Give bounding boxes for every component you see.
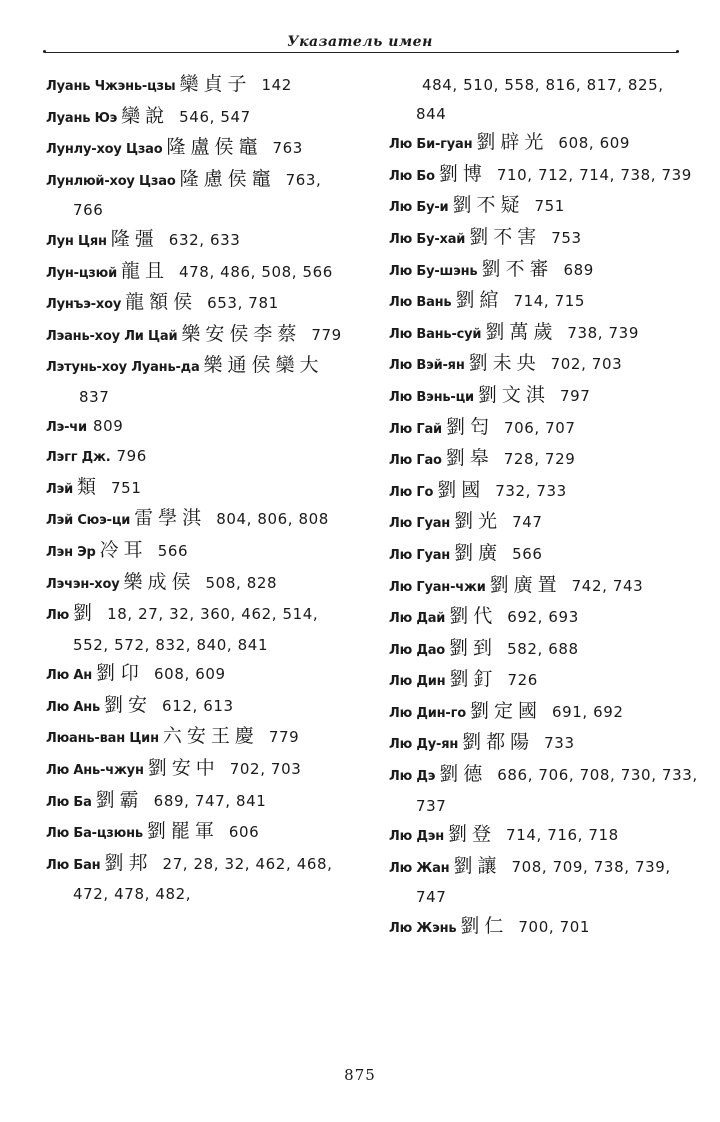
- entry-name: Лю Дай: [389, 611, 446, 627]
- entry-name: Лю Гуан: [389, 547, 451, 563]
- entry-pages: 632, 633: [168, 230, 241, 249]
- entry-pages: 796: [116, 447, 147, 466]
- entry-pages: 726: [507, 671, 538, 690]
- entry-name: Лэй: [46, 481, 74, 497]
- entry-name: Лю Бу-шэнь: [389, 263, 478, 279]
- entry-characters: 劉: [73, 602, 98, 625]
- index-entry: [389, 476, 699, 508]
- index-entry: [389, 318, 699, 350]
- index-entry: [46, 70, 356, 102]
- entry-characters: 劉邦: [104, 851, 153, 874]
- entry-characters: 隆慮侯竈: [179, 167, 276, 190]
- entry-characters: 欒說: [121, 104, 170, 127]
- page-number: 875: [344, 1066, 376, 1084]
- index-entry: [46, 536, 356, 568]
- index-entry: [389, 760, 699, 820]
- entry-name: Лэтунь-хоу Луань-да: [46, 360, 200, 376]
- entry-pages: 700, 701: [518, 918, 591, 937]
- entry-name: Лю Дэн: [389, 829, 445, 845]
- entry-characters: 樂通侯欒大: [203, 354, 324, 377]
- entry-characters: 劉登: [448, 823, 497, 846]
- index-entry: [389, 634, 699, 666]
- index-entry: [46, 599, 356, 659]
- entry-pages: 686, 706, 708, 730, 733, 737: [416, 766, 698, 815]
- index-entry: [389, 507, 699, 539]
- entry-name: Лю Дэ: [389, 769, 436, 785]
- entry-pages: 763: [272, 139, 303, 158]
- entry-name: Лэань-хоу Ли Цай: [46, 328, 178, 344]
- index-column-left: [46, 70, 356, 909]
- entry-pages: 733: [544, 734, 575, 753]
- entry-pages: 702, 703: [229, 760, 302, 779]
- entry-pages: 606: [228, 823, 260, 842]
- entry-pages: 714, 716, 718: [506, 826, 619, 845]
- entry-characters: 劉讓: [453, 854, 502, 877]
- entry-pages: 608, 609: [558, 134, 631, 153]
- index-entry: [389, 223, 699, 255]
- entry-name: Лю Вань-суй: [389, 326, 482, 342]
- entry-characters: 劉德: [439, 763, 488, 786]
- entry-characters: 劉不害: [469, 225, 542, 248]
- entry-pages: 689, 747, 841: [153, 791, 267, 810]
- entry-characters: 劉光: [454, 510, 503, 533]
- entry-characters: 欒貞子: [179, 73, 252, 95]
- entry-characters: 樂成侯: [123, 570, 196, 593]
- entry-pages: 27, 28, 32, 462, 468, 472, 478, 482,: [73, 854, 333, 904]
- entry-characters: 劉卬: [96, 662, 145, 685]
- entry-name: Лю Бо: [389, 168, 435, 184]
- entry-name: Лэгг Дж.: [46, 450, 111, 466]
- entry-pages: 728, 729: [503, 450, 576, 469]
- entry-characters: 劉霸: [95, 788, 144, 811]
- entry-characters: 劉博: [438, 162, 487, 185]
- entry-pages: 546, 547: [179, 107, 251, 126]
- entry-pages: 837: [79, 387, 110, 406]
- entry-pages: 478, 486, 508, 566: [179, 262, 333, 281]
- index-entry: [46, 320, 356, 352]
- index-entry: [389, 381, 699, 413]
- index-entry: [389, 728, 699, 760]
- index-entry: [46, 257, 356, 289]
- entry-pages: 706, 707: [503, 418, 576, 437]
- entry-name: Лунлюй-хоу Цзао: [46, 173, 176, 189]
- index-entry: [389, 697, 699, 729]
- entry-pages: 692, 693: [507, 608, 579, 627]
- entry-characters: 劉廣置: [489, 573, 562, 596]
- index-entry: [46, 817, 356, 849]
- entry-name: Лю Бу-и: [389, 200, 449, 216]
- entry-name: Лю Би-гуан: [389, 137, 473, 153]
- index-entry: [389, 852, 699, 912]
- entry-characters: 劉綰: [455, 289, 504, 312]
- entry-pages: 797: [559, 386, 591, 405]
- index-entry: [46, 504, 356, 536]
- index-entry: [46, 412, 356, 443]
- index-entry: [389, 128, 699, 160]
- entry-pages: 732, 733: [495, 481, 567, 500]
- entry-characters: 類: [77, 475, 102, 498]
- index-entry: [389, 539, 699, 571]
- entry-pages: 751: [534, 197, 565, 216]
- entry-name: Лю Вань: [389, 295, 452, 311]
- entry-characters: 劉定國: [469, 699, 542, 722]
- entry-pages: 763, 766: [73, 170, 322, 220]
- entry-name: Лю Дин: [389, 674, 446, 690]
- index-column-right: [389, 71, 699, 944]
- entry-pages: 742, 743: [571, 576, 644, 595]
- entry-characters: 龍額侯: [125, 291, 198, 314]
- entry-characters: 劉廣: [454, 541, 503, 564]
- index-entry: [389, 71, 699, 128]
- entry-pages: 566: [157, 541, 189, 560]
- entry-name: Лэн Эр: [46, 544, 96, 560]
- entry-characters: 劉安中: [147, 757, 220, 780]
- entry-characters: 劉到: [449, 636, 498, 659]
- entry-pages: 689: [563, 260, 594, 279]
- entry-name: Лэ-чи: [46, 419, 87, 435]
- index-entry: [389, 160, 699, 192]
- entry-pages: 751: [111, 478, 142, 497]
- entry-name: Лю Го: [389, 484, 434, 500]
- entry-pages: 612, 613: [162, 696, 234, 715]
- index-entry: [389, 602, 699, 634]
- entry-pages: 582, 688: [507, 639, 579, 658]
- entry-pages: 653, 781: [207, 294, 279, 313]
- index-entry: [46, 225, 356, 257]
- entry-characters: 劉未央: [468, 352, 541, 375]
- entry-name: Лю Дин-го: [389, 705, 466, 721]
- entry-pages: 809: [92, 416, 124, 435]
- entry-characters: 劉代: [449, 605, 498, 628]
- entry-name: Лю Вэнь-ци: [389, 389, 474, 405]
- index-entry: [46, 133, 356, 165]
- index-entry: [46, 165, 356, 225]
- entry-name: Лун Цян: [46, 233, 107, 249]
- entry-name: Лю Гао: [389, 453, 442, 469]
- entry-characters: 六安王慶: [162, 725, 259, 748]
- entry-name: Лю Ду-ян: [389, 737, 459, 753]
- entry-characters: 隆彊: [110, 227, 159, 250]
- entry-name: Лю Ба-цзюнь: [46, 826, 143, 842]
- entry-name: Люань-ван Цин: [46, 731, 159, 747]
- entry-pages: 779: [311, 325, 342, 344]
- entry-name: Лю Вэй-ян: [389, 358, 465, 374]
- entry-name: Лю Ан: [46, 668, 93, 684]
- entry-name: Лю Бан: [46, 857, 101, 873]
- index-entry: [46, 659, 356, 691]
- index-entry: [389, 255, 699, 287]
- entry-characters: 劉萬歲: [485, 320, 558, 343]
- entry-pages: 691, 692: [551, 702, 624, 721]
- entry-characters: 樂安侯李蔡: [181, 322, 302, 345]
- index-entry: [46, 288, 356, 320]
- index-entry: [46, 754, 356, 786]
- index-entry: [389, 665, 699, 697]
- entry-name: Лю Жан: [389, 860, 450, 876]
- entry-name: Лю Жэнь: [389, 921, 457, 937]
- entry-name: Лю Ань: [46, 699, 101, 715]
- entry-name: Лун-цзюй: [46, 265, 117, 281]
- entry-pages: 608, 609: [154, 665, 226, 684]
- entry-characters: 劉罷軍: [146, 820, 219, 843]
- entry-characters: 劉辟光: [476, 131, 549, 154]
- entry-characters: 劉都陽: [462, 731, 535, 754]
- entry-name: Лю Дао: [389, 642, 446, 658]
- running-head: Указатель имен: [287, 34, 433, 50]
- entry-pages: 508, 828: [205, 573, 278, 592]
- index-entry: [389, 286, 699, 318]
- entry-pages: 142: [261, 76, 292, 94]
- index-entry: [389, 349, 699, 381]
- entry-name: Лю Бу-хай: [389, 231, 466, 247]
- entry-pages: 708, 709, 738, 739, 747: [416, 857, 671, 907]
- entry-pages: 18, 27, 32, 360, 462, 514, 552, 572, 832, 840, 841: [73, 605, 319, 654]
- index-entry: [389, 571, 699, 603]
- entry-name: Лэй Сюэ-ци: [46, 513, 131, 529]
- entry-pages: 779: [268, 728, 300, 747]
- entry-characters: 雷學淇: [134, 507, 207, 530]
- entry-name: Лю Ба: [46, 794, 92, 810]
- entry-pages: 753: [551, 228, 582, 247]
- entry-characters: 劉匄: [445, 415, 494, 438]
- index-entry: [46, 849, 356, 909]
- index-entry: [46, 691, 356, 723]
- index-entry: [389, 444, 699, 476]
- entry-pages: 484, 510, 558, 816, 817, 825, 844: [416, 76, 664, 123]
- index-entry: [46, 786, 356, 818]
- entry-name: Лэчэн-хоу: [46, 576, 120, 592]
- index-entry: [46, 102, 356, 134]
- index-entry: [46, 351, 356, 411]
- index-entry: [389, 191, 699, 223]
- entry-characters: 劉皋: [445, 447, 494, 470]
- entry-characters: 劉不審: [481, 257, 554, 280]
- index-entry: [46, 473, 356, 505]
- entry-name: Лю Гай: [389, 421, 442, 437]
- entry-characters: 龍且: [121, 259, 170, 282]
- entry-name: Лю Ань-чжун: [46, 763, 144, 779]
- entry-characters: 劉文淇: [477, 383, 550, 406]
- index-entry: [46, 722, 356, 754]
- entry-characters: 劉不疑: [452, 194, 525, 217]
- entry-pages: 710, 712, 714, 738, 739: [496, 165, 692, 184]
- entry-characters: 劉釘: [449, 668, 498, 691]
- index-entry: [46, 442, 356, 473]
- index-entry: [46, 568, 356, 600]
- entry-name: Лю Гуан: [389, 516, 451, 532]
- entry-pages: 747: [512, 513, 543, 532]
- entry-name: Лунлу-хоу Цзао: [46, 142, 163, 158]
- entry-characters: 劉國: [437, 478, 486, 501]
- entry-characters: 冷耳: [99, 538, 148, 561]
- entry-pages: 714, 715: [513, 292, 586, 311]
- entry-name: Лю Гуан-чжи: [389, 579, 486, 595]
- index-entry: [389, 413, 699, 445]
- entry-name: Лю: [46, 608, 70, 624]
- entry-pages: 738, 739: [567, 323, 639, 342]
- entry-name: Луань Чжэнь-цзы: [46, 79, 176, 94]
- entry-pages: 804, 806, 808: [216, 510, 329, 529]
- entry-characters: 劉安: [104, 693, 153, 716]
- entry-pages: 702, 703: [550, 355, 623, 374]
- index-entry: [389, 820, 699, 852]
- index-entry: [389, 912, 699, 944]
- entry-pages: 566: [512, 544, 543, 563]
- entry-characters: 隆盧侯竈: [166, 136, 263, 159]
- header-rule: [45, 52, 677, 53]
- entry-characters: 劉仁: [460, 915, 509, 938]
- entry-name: Лунъэ-хоу: [46, 297, 122, 313]
- entry-name: Луань Юэ: [46, 110, 118, 126]
